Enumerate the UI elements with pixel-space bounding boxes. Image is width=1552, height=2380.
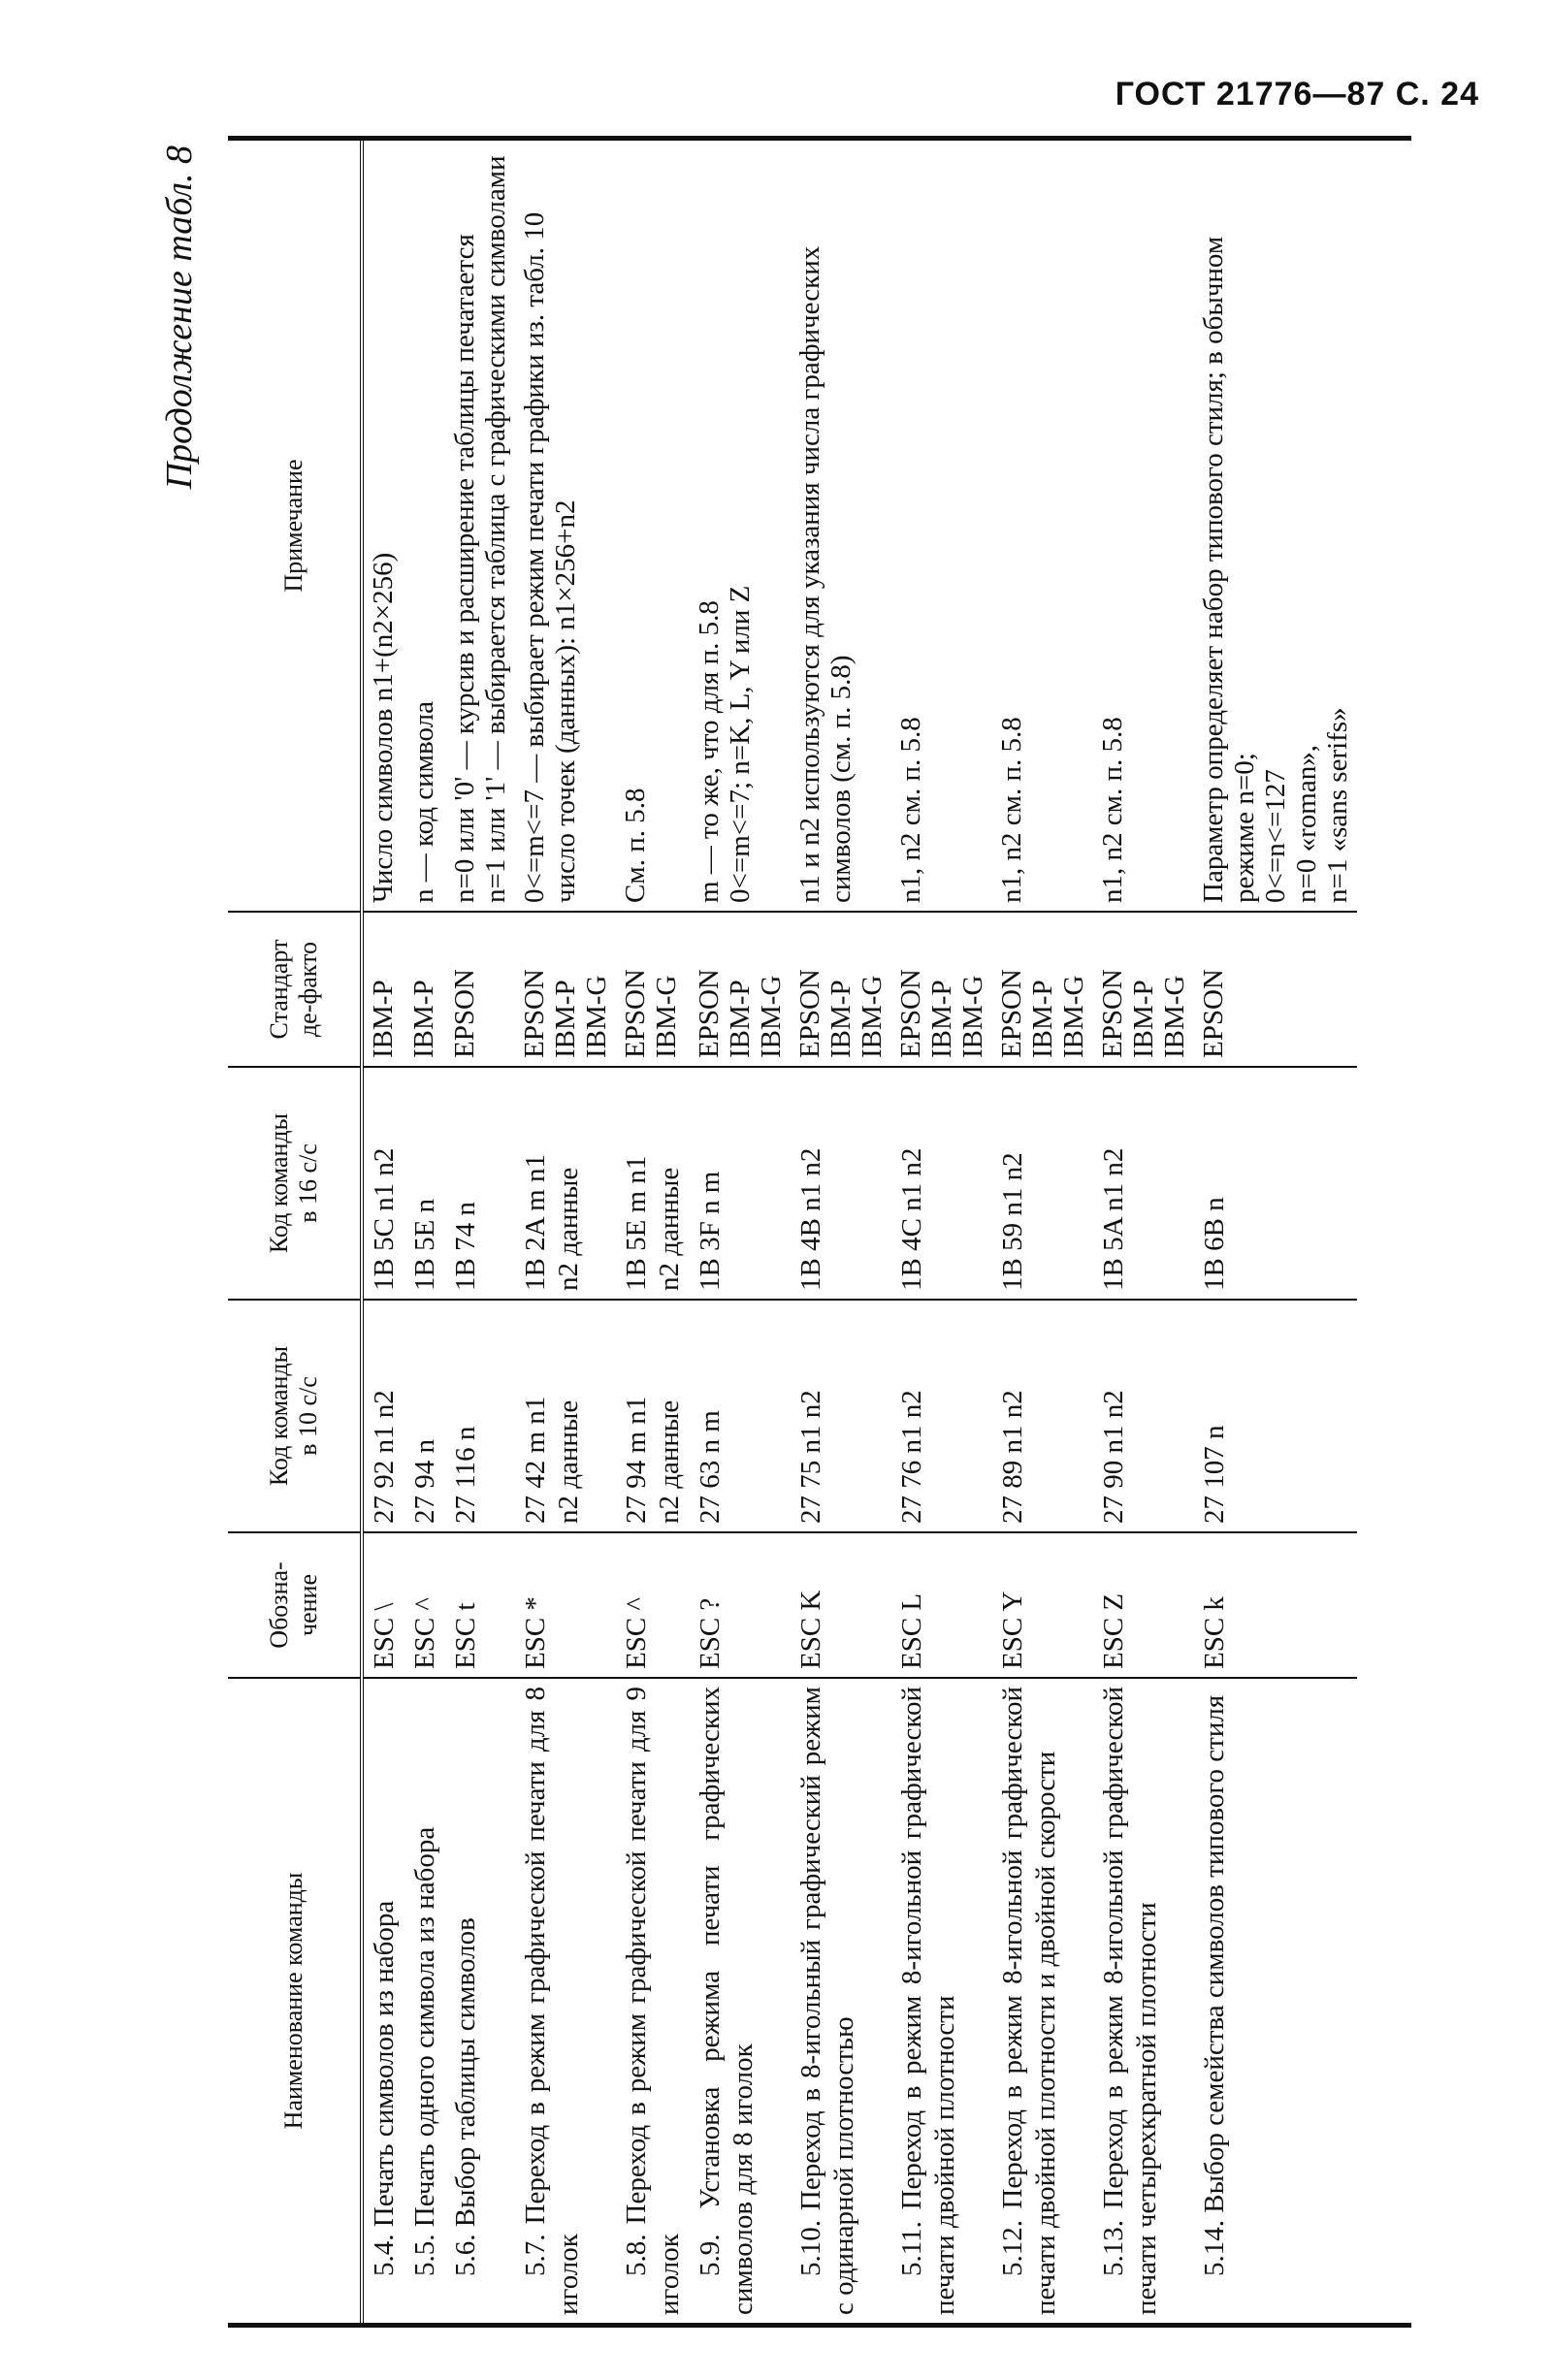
command-code-dec: 27 76 n1 n2: [891, 1300, 992, 1532]
de-facto-standard: [362, 912, 404, 1067]
command-code-dec: 27 94 m n1 n2 данные: [616, 1300, 690, 1532]
command-symbol: ESC k: [1194, 1532, 1357, 1678]
command-symbol: ESC *: [515, 1532, 616, 1678]
note-line: 0<=m<=7; n=K, L, Y или Z: [725, 585, 756, 903]
note-line: n1, n2 см. п. 5.8: [895, 717, 926, 903]
note-line: n=0 «roman»,: [1291, 745, 1322, 903]
command-symbol: ESC Z: [1093, 1532, 1194, 1678]
note-line: 0<=n<=127: [1260, 769, 1291, 903]
note-line: n1 и n2 используются для указания числа графических символов (см. п. 5.8): [794, 245, 857, 903]
command-code-hex: 1B 74 n: [445, 1067, 515, 1300]
note-line: m — то же, что для п. 5.8: [694, 600, 725, 903]
command-name: 5.9. Установка режима печати графических символов для 8 иголок: [690, 1678, 791, 2323]
table-row: [690, 141, 791, 2323]
command-name: 5.10. Переход в 8-игольный графический режим с одинарной плотностью: [791, 1678, 891, 2323]
rotated-page-content: [136, 136, 1494, 2328]
command-name: 5.13. Переход в режим 8-игольной графической печати четырехкратной плотности: [1093, 1678, 1194, 2323]
command-symbol: ESC ?: [690, 1532, 791, 1678]
standard-label: IBM-P: [725, 980, 756, 1058]
standard-label: IBM-G: [651, 975, 682, 1058]
note-line: n=0 или '0' — курсив и расширение таблицы печатается: [449, 234, 480, 903]
command-name: 5.7. Переход в режим графической печати для 8 иголок: [515, 1678, 616, 2323]
note-line: n1, n2 см. п. 5.8: [996, 717, 1027, 903]
standard-label: EPSON: [794, 969, 825, 1058]
table-continuation-caption: Продолжение табл. 8: [159, 145, 200, 490]
command-code-hex: 1B 5C n1 n2: [362, 1067, 404, 1300]
command-symbol: ESC \: [362, 1532, 404, 1678]
standard-label: IBM-G: [581, 975, 612, 1058]
table-row: [992, 141, 1093, 2323]
command-note: [445, 141, 515, 912]
de-facto-standard: [404, 912, 445, 1067]
command-code-hex: 1B 4C n1 n2: [891, 1067, 992, 1300]
command-symbol: ESC t: [445, 1532, 515, 1678]
note-line: n — код символа: [408, 701, 439, 903]
command-code-dec: 27 90 n1 n2: [1093, 1300, 1194, 1532]
table-row: [1194, 141, 1357, 2323]
note-line: Параметр определяет набор типового стиля; в обычном режиме n=0;: [1198, 236, 1260, 903]
standard-label: IBM-P: [825, 980, 857, 1058]
standard-label: EPSON: [694, 969, 725, 1058]
command-name: 5.12. Переход в режим 8-игольной графической печати двойной плотности и двойной скорости: [992, 1678, 1093, 2323]
command-note: [992, 141, 1093, 912]
command-code-hex: 1B 59 n1 n2: [992, 1067, 1093, 1300]
standard-label: EPSON: [996, 969, 1027, 1058]
command-note: [690, 141, 791, 912]
standard-label: IBM-G: [957, 975, 988, 1058]
standard-label: EPSON: [620, 969, 651, 1058]
table-row: [445, 141, 515, 2323]
command-code-dec: 27 94 n: [404, 1300, 445, 1532]
command-code-dec: 27 92 n1 n2: [362, 1300, 404, 1532]
standard-label: IBM-P: [408, 980, 439, 1058]
command-code-dec: 27 75 n1 n2: [791, 1300, 891, 1532]
command-table: [228, 136, 1411, 2328]
table-header-row: [228, 141, 362, 2323]
de-facto-standard: [1093, 912, 1194, 1067]
command-name: 5.5. Печать одного символа из набора: [404, 1678, 445, 2323]
command-symbol: ESC ^: [616, 1532, 690, 1678]
command-note: [404, 141, 445, 912]
standard-label: EPSON: [895, 969, 926, 1058]
standard-label: EPSON: [449, 969, 480, 1058]
de-facto-standard: [891, 912, 992, 1067]
command-code-hex: 1B 3F n m: [690, 1067, 791, 1300]
command-code-dec: 27 89 n1 n2: [992, 1300, 1093, 1532]
command-code-dec: 27 116 n: [445, 1300, 515, 1532]
de-facto-standard: [992, 912, 1093, 1067]
command-code-hex: 1B 6B n: [1194, 1067, 1357, 1300]
command-symbol: ESC ^: [404, 1532, 445, 1678]
command-name: 5.6. Выбор таблицы символов: [445, 1678, 515, 2323]
note-line: 0<=m<=7 — выбирает режим печати графики из. табл. 10: [519, 211, 550, 903]
command-note: [791, 141, 891, 912]
command-name: 5.14. Выбор семейства символов типового стиля: [1194, 1678, 1357, 2323]
standard-label: EPSON: [519, 969, 550, 1058]
command-name: 5.11. Переход в режим 8-игольной графической печати двойной плотности: [891, 1678, 992, 2323]
standard-label: EPSON: [1097, 969, 1128, 1058]
note-line: См. п. 5.8: [620, 788, 651, 903]
standard-label: IBM-P: [1128, 980, 1159, 1058]
de-facto-standard: [515, 912, 616, 1067]
table-body: [362, 141, 1357, 2323]
table-row: [616, 141, 690, 2323]
standard-label: IBM-G: [1159, 975, 1190, 1058]
standard-label: EPSON: [1198, 969, 1229, 1058]
table-row: [404, 141, 445, 2323]
de-facto-standard: [1194, 912, 1357, 1067]
command-code-hex: 1B 5A n1 n2: [1093, 1067, 1194, 1300]
de-facto-standard: [690, 912, 791, 1067]
command-note: [362, 141, 404, 912]
standard-label: IBM-P: [926, 980, 957, 1058]
command-note: [891, 141, 992, 912]
command-note: [1194, 141, 1357, 912]
standard-label: IBM-G: [756, 975, 787, 1058]
standard-label: IBM-P: [368, 980, 399, 1058]
command-name: 5.4. Печать символов из набора: [362, 1678, 404, 2323]
note-line: n=1 или '1' — выбирается таблица с графическими символами: [480, 155, 511, 903]
note-line: n1, n2 см. п. 5.8: [1097, 717, 1128, 903]
command-code-dec: 27 63 n m: [690, 1300, 791, 1532]
de-facto-standard: [791, 912, 891, 1067]
col-header-dec: Код команды в 10 с/с: [228, 1300, 362, 1532]
standard-label: IBM-P: [550, 980, 581, 1058]
note-line: n=1 «sans serifs»: [1322, 707, 1353, 903]
command-code-hex: 1B 2A m n1 n2 данные: [515, 1067, 616, 1300]
table-row: [891, 141, 992, 2323]
page-header: ГОСТ 21776—87 С. 24: [1115, 76, 1479, 113]
command-code-hex: 1B 5E m n1 n2 данные: [616, 1067, 690, 1300]
note-line: число точек (данных): n1×256+n2: [550, 499, 581, 903]
table-row: [515, 141, 616, 2323]
command-note: [616, 141, 690, 912]
standard-label: IBM-P: [1027, 980, 1058, 1058]
de-facto-standard: [445, 912, 515, 1067]
col-header-std: Стандарт де-факто: [228, 912, 362, 1067]
command-symbol: ESC L: [891, 1532, 992, 1678]
col-header-hex: Код команды в 16 с/с: [228, 1067, 362, 1300]
command-code-hex: 1B 4B n1 n2: [791, 1067, 891, 1300]
command-symbol: ESC Y: [992, 1532, 1093, 1678]
command-symbol: ESC K: [791, 1532, 891, 1678]
de-facto-standard: [616, 912, 690, 1067]
col-header-note: Примечание: [228, 141, 362, 912]
col-header-symbol: Обозна- чение: [228, 1532, 362, 1678]
command-code-hex: 1B 5E n: [404, 1067, 445, 1300]
table-row: [362, 141, 404, 2323]
standard-label: IBM-G: [857, 975, 888, 1058]
standard-label: IBM-G: [1058, 975, 1089, 1058]
col-header-name: Наименование команды: [228, 1678, 362, 2323]
table-row: [1093, 141, 1194, 2323]
command-name: 5.8. Переход в режим графической печати для 9 иголок: [616, 1678, 690, 2323]
note-line: Число символов n1+(n2×256): [368, 552, 399, 903]
command-note: [1093, 141, 1194, 912]
table-row: [791, 141, 891, 2323]
command-code-dec: 27 107 n: [1194, 1300, 1357, 1532]
command-note: [515, 141, 616, 912]
command-code-dec: 27 42 m n1 n2 данные: [515, 1300, 616, 1532]
